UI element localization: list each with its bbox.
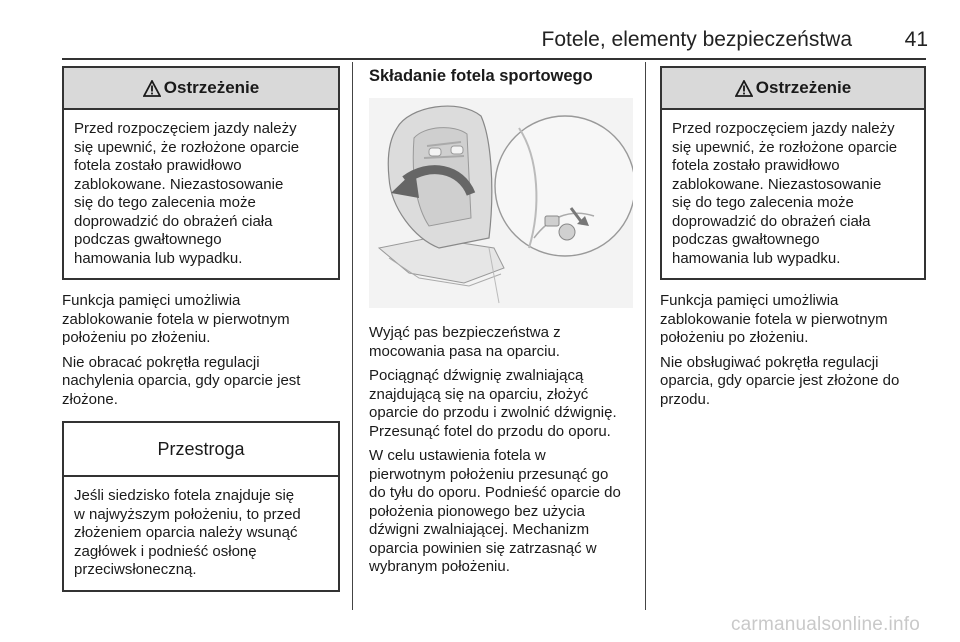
warning-box-header [662, 68, 924, 110]
text-line: położenia pionowego bez użycia [369, 502, 585, 520]
text-line: zablokowanie fotela w pierwotnym [660, 310, 888, 328]
text-line: podczas gwałtownego [672, 231, 820, 248]
text-line: oparcie do przodu i zwolnić dźwignię. [369, 404, 617, 421]
header-rule [62, 58, 926, 60]
text-line: położeniu po złożeniu. [660, 329, 809, 346]
section-heading: Składanie fotela sportowego [369, 67, 593, 85]
restore-position-paragraph [369, 447, 637, 577]
text-line: doprowadzić do obrażeń ciała [74, 212, 273, 230]
text-line: dźwigni zwalniającej. Mechanizm [369, 521, 590, 538]
warning-text [662, 110, 924, 278]
text-line: Przed rozpoczęciem jazdy należy [672, 120, 895, 137]
text-line: zagłówek i podnieść osłonę [74, 542, 257, 560]
text-line: Przed rozpoczęciem jazdy należy [74, 120, 297, 137]
column-divider-left [352, 62, 353, 610]
text-line: pierwotnym położeniu przesunąć go [369, 465, 609, 483]
text-line: Wyjąć pas bezpieczeństwa z [369, 324, 561, 341]
caution-box-header [64, 423, 338, 477]
warning-triangle-icon [143, 80, 161, 97]
text-line: W celu ustawienia fotela w [369, 447, 546, 464]
seat-illustration-graphic [369, 98, 633, 308]
text-line: hamowania lub wypadku. [672, 249, 841, 267]
text-line: hamowania lub wypadku. [74, 249, 243, 267]
memory-function-paragraph [660, 292, 926, 348]
text-line: Funkcja pamięci umożliwia [62, 292, 241, 309]
page-header [0, 0, 960, 56]
text-line: przeciwsłoneczną. [74, 561, 197, 578]
page-title: Fotele, elementy bezpieczeństwa [541, 28, 852, 51]
text-line: zablokowanie fotela w pierwotnym [62, 310, 290, 328]
warning-text [64, 110, 338, 278]
recline-knob-paragraph [62, 354, 340, 410]
caution-title: Przestroga [157, 438, 245, 459]
text-line: fotela zostało prawidłowo [672, 157, 840, 174]
text-line: wybranym położeniu. [369, 558, 510, 575]
remove-belt-paragraph [369, 324, 637, 361]
column-divider-right [645, 62, 646, 610]
text-line: położeniu po złożeniu. [62, 329, 211, 346]
text-line: się upewnić, że rozłożone oparcie [672, 138, 898, 156]
text-line: Pociągnąć dźwignię zwalniającą [369, 367, 584, 384]
warning-title: Ostrzeżenie [163, 78, 260, 97]
text-line: oparcia powinien się zatrzasnąć w [369, 539, 597, 557]
text-line: do tyłu do oporu. Podnieść oparcie do [369, 484, 621, 501]
text-line: się do tego zalecenia może [672, 194, 854, 211]
text-line: mocowania pasa na oparciu. [369, 342, 560, 360]
text-line: podczas gwałtownego [74, 231, 222, 248]
warning-box-header [64, 68, 338, 110]
text-line: się do tego zalecenia może [74, 194, 256, 211]
warning-box [62, 66, 340, 280]
sport-seat-folding-illustration [369, 98, 633, 308]
text-line: Jeśli siedzisko fotela znajduje się [74, 487, 295, 504]
text-line: Nie obsługiwać pokrętła regulacji [660, 353, 879, 371]
text-line: Przesunąć fotel do przodu do oporu. [369, 422, 611, 440]
text-line: w najwyższym położeniu, to przed [74, 505, 301, 523]
text-line: oparcia, gdy oparcie jest złożone do [660, 372, 900, 389]
caution-box [62, 421, 340, 592]
text-line: Nie obracać pokrętła regulacji [62, 353, 260, 371]
text-line: Funkcja pamięci umożliwia [660, 292, 839, 309]
text-line: złożone. [62, 390, 118, 408]
text-line: fotela zostało prawidłowo [74, 157, 242, 174]
release-lever-paragraph [369, 367, 637, 441]
memory-function-paragraph [62, 292, 340, 348]
text-line: przodu. [660, 390, 711, 408]
text-line: doprowadzić do obrażeń ciała [672, 212, 871, 230]
text-line: złożeniem oparcia należy wsunąć [74, 524, 298, 541]
right-column [660, 66, 926, 409]
page-number: 41 [904, 28, 928, 51]
middle-column [369, 66, 637, 577]
text-line: się upewnić, że rozłożone oparcie [74, 138, 300, 156]
text-line: znajdującą się na oparciu, złożyć [369, 385, 589, 403]
warning-box [660, 66, 926, 280]
recline-knob-paragraph [660, 354, 926, 410]
text-line: zablokowane. Niezastosowanie [74, 175, 284, 193]
caution-text [64, 477, 338, 590]
text-line: zablokowane. Niezastosowanie [672, 175, 882, 193]
left-column [62, 66, 340, 592]
watermark: carmanualsonline.info [730, 614, 920, 635]
text-line: nachylenia oparcia, gdy oparcie jest [62, 372, 301, 389]
warning-triangle-icon [735, 80, 753, 97]
warning-title: Ostrzeżenie [755, 78, 852, 97]
